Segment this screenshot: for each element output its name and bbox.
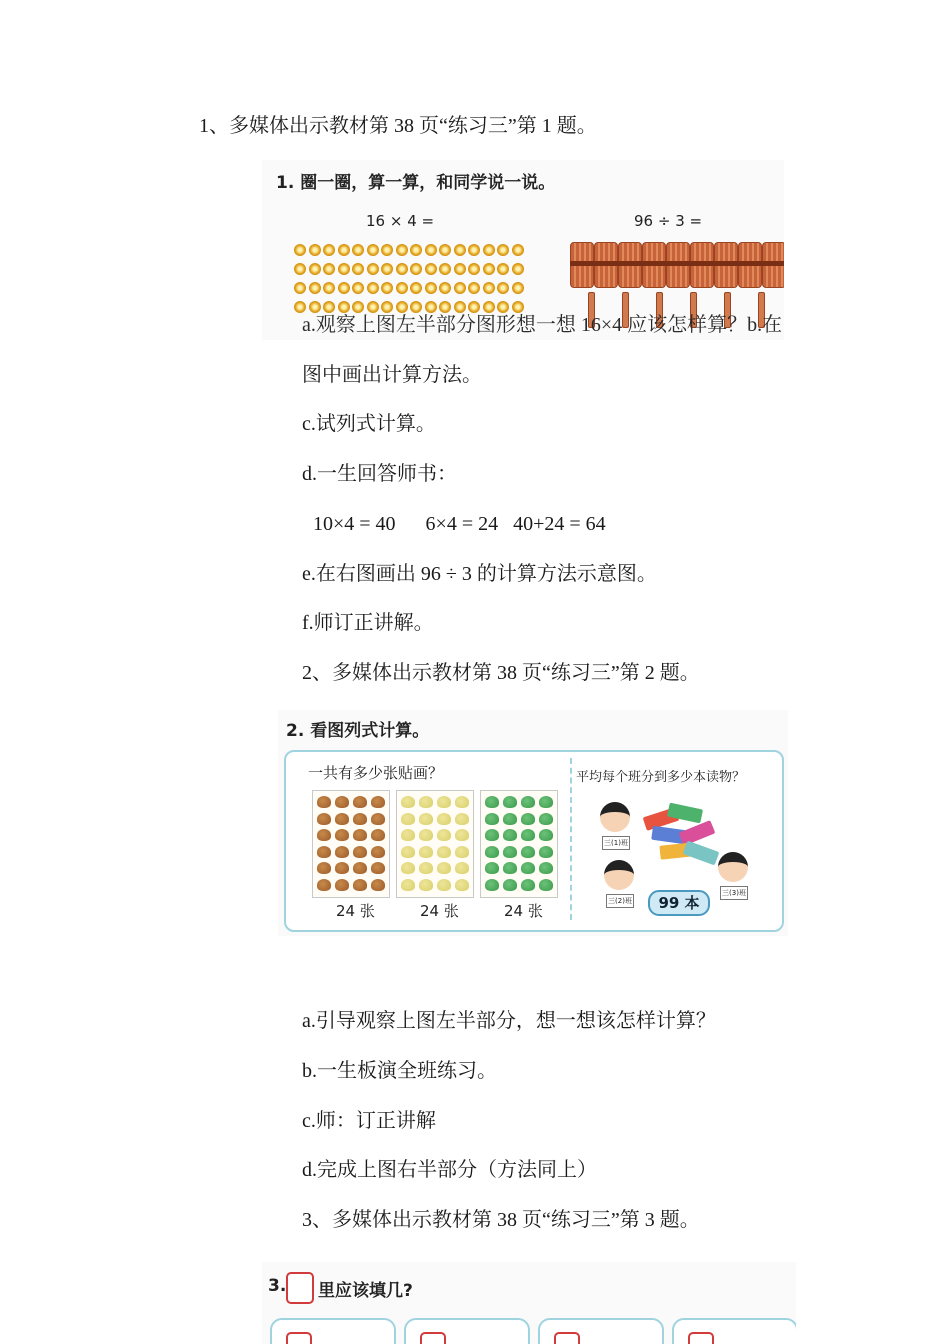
coin [454,301,466,313]
coin [512,282,524,294]
sticker [539,862,553,874]
class-1-tag: 三(1)班 [602,836,630,850]
coin [425,244,437,256]
right-question: 平均每个班分到多少本读物？ [576,770,746,785]
sticker [503,829,517,841]
step-c: c.试列式计算。 [302,413,436,435]
sticker [485,862,499,874]
sticker [371,862,385,874]
stick-bundle [594,242,618,288]
coin [454,282,466,294]
sticker [437,862,451,874]
figure-1-left-expression: 16 × 4 = [366,212,435,230]
sticker [485,829,499,841]
card-1-blank [286,1332,312,1344]
sticker [485,846,499,858]
step-2c: c.师：订正讲解 [302,1110,436,1132]
sticker [485,813,499,825]
stick-bundle [762,242,784,288]
sticker [353,879,367,891]
coin [338,301,350,313]
card-2-blank [420,1332,446,1344]
sticker [317,813,331,825]
sticker [503,846,517,858]
coin [294,301,306,313]
coin [381,282,393,294]
book-total-badge: 99 本 [648,890,710,916]
figure-3-image [262,1262,796,1344]
step-2d: d.完成上图右半部分（方法同上） [302,1159,597,1181]
sticker [419,796,433,808]
coin [425,301,437,313]
coin [410,263,422,275]
sticker [437,813,451,825]
sticker [335,813,349,825]
coin [338,263,350,275]
stick-bundle [642,242,666,288]
sticker [371,813,385,825]
stick-bundle [618,242,642,288]
coin [425,263,437,275]
coin [483,282,495,294]
sticker [317,796,331,808]
coin [367,263,379,275]
coin [396,244,408,256]
coin [468,263,480,275]
sticker [437,829,451,841]
coin [512,263,524,275]
sticker [455,813,469,825]
sticker [401,862,415,874]
sticker [419,862,433,874]
step-d-equations: 10×4 = 40 6×4 = 24 40+24 = 64 [313,513,606,535]
sticker [353,862,367,874]
figure-2-title: 2. 看图列式计算。 [286,721,430,741]
class-3-tag: 三(3)班 [720,886,748,900]
sticker [539,846,553,858]
sticker [317,829,331,841]
step-f: f.师订正讲解。 [302,612,434,634]
sticker [539,813,553,825]
coin [483,263,495,275]
sticker [419,813,433,825]
figure-3-title-suffix: 里应该填几? [318,1281,413,1301]
coin [381,263,393,275]
coin [352,301,364,313]
sticker [419,879,433,891]
coin [439,244,451,256]
coin [439,263,451,275]
coin [497,282,509,294]
sticker [437,846,451,858]
coin [468,301,480,313]
sticker [335,796,349,808]
stick-bundle [690,242,714,288]
sticker [539,796,553,808]
book-pile [640,802,720,872]
sticker [455,862,469,874]
section-3-heading: 3、多媒体出示教材第 38 页“练习三”第 3 题。 [302,1209,700,1231]
coin [381,301,393,313]
sticker [317,879,331,891]
sticker [521,862,535,874]
sticker [455,879,469,891]
coin [367,244,379,256]
class-2-tag: 三(2)班 [606,894,634,908]
sticker [485,879,499,891]
sticker [401,879,415,891]
section-2-heading: 2、多媒体出示教材第 38 页“练习三”第 2 题。 [302,662,700,684]
sticker [437,796,451,808]
sticker [353,846,367,858]
sticker [521,846,535,858]
coin [497,301,509,313]
sticker [503,813,517,825]
sticker [371,796,385,808]
coin [439,282,451,294]
sticker [521,879,535,891]
coin [425,282,437,294]
sticker [521,796,535,808]
coin [367,282,379,294]
coin [323,244,335,256]
coin [381,244,393,256]
coin [309,244,321,256]
sticker [455,796,469,808]
sticker [317,862,331,874]
stick-bundle [738,242,762,288]
step-a-cont: 图中画出计算方法。 [302,364,482,386]
coin [468,282,480,294]
coin [323,263,335,275]
sticker [371,879,385,891]
step-d: d.一生回答师书： [302,463,457,485]
sticker [521,813,535,825]
sticker [503,796,517,808]
coin [410,282,422,294]
sticker [371,829,385,841]
coin [323,301,335,313]
figure-1-title: 1. 圈一圈，算一算，和同学说一说。 [276,173,556,193]
coin [497,244,509,256]
sticker [521,829,535,841]
coin [294,244,306,256]
step-2b: b.一生板演全班练习。 [302,1060,497,1082]
coin [497,263,509,275]
sticker [419,846,433,858]
coin [309,263,321,275]
sticker [335,829,349,841]
sticker [539,829,553,841]
step-2a: a.引导观察上图左半部分，想一想该怎样计算？ [302,1010,716,1032]
stick-bundle [666,242,690,288]
sticker [335,862,349,874]
coin [352,263,364,275]
step-e: e.在右图画出 96 ÷ 3 的计算方法示意图。 [302,563,657,585]
coin [454,244,466,256]
figure-2-image [278,710,788,936]
coin [396,263,408,275]
sheet-1-count: 24 张 [336,902,375,920]
sticker [419,829,433,841]
sticker [335,846,349,858]
sticker [539,879,553,891]
card-3-blank [554,1332,580,1344]
coin [294,282,306,294]
sheet-2-count: 24 张 [420,902,459,920]
sticker [503,879,517,891]
sticker [353,829,367,841]
coin [410,244,422,256]
sticker [401,796,415,808]
coin [396,301,408,313]
card-4-blank [688,1332,714,1344]
coin [483,301,495,313]
coin [512,301,524,313]
coin [468,244,480,256]
coin [294,263,306,275]
coin [309,301,321,313]
panel-divider [570,758,572,920]
coin [323,282,335,294]
figure-3-title-prefix: 3. [268,1276,287,1296]
section-1-heading: 1、多媒体出示教材第 38 页“练习三”第 1 题。 [199,115,597,137]
coin [352,282,364,294]
coin [338,244,350,256]
step-a: a.观察上图左半部分图形想一想 16×4 应该怎样算？b.在 [302,314,783,336]
left-question: 一共有多少张贴画？ [308,764,444,782]
coin [512,244,524,256]
figure-1-right-expression: 96 ÷ 3 = [634,212,703,230]
coin [454,263,466,275]
sheet-3-count: 24 张 [504,902,543,920]
sticker [317,846,331,858]
coin [483,244,495,256]
sticker [455,846,469,858]
coin [410,301,422,313]
stick-bundle [714,242,738,288]
coin [439,301,451,313]
coin [367,301,379,313]
sticker [401,846,415,858]
sticker [485,796,499,808]
sticker [401,829,415,841]
stick-bundle [570,242,594,288]
coin [352,244,364,256]
coin [396,282,408,294]
sticker [353,813,367,825]
blank-box-icon [286,1272,314,1304]
sticker [437,879,451,891]
sticker [371,846,385,858]
coin [338,282,350,294]
sticker [503,862,517,874]
sticker [335,879,349,891]
sticker [401,813,415,825]
coin [309,282,321,294]
sticker [353,796,367,808]
sticker [455,829,469,841]
